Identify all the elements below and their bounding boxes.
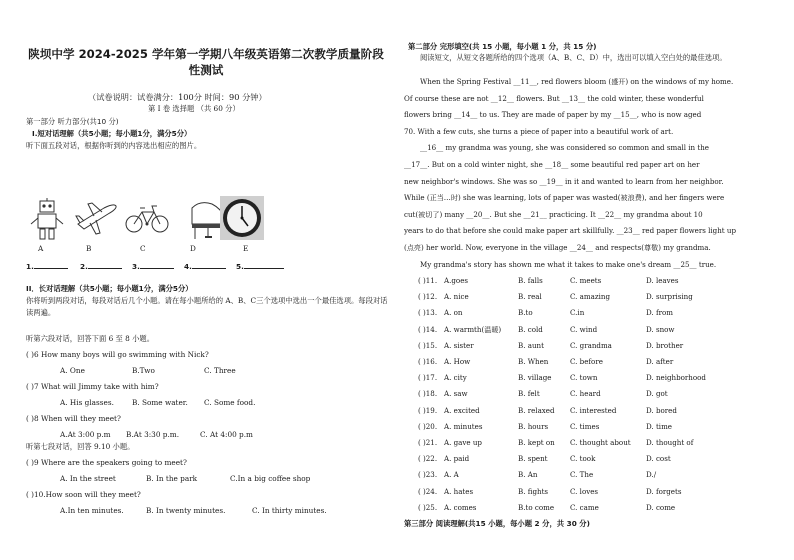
option-a[interactable]: A. How (444, 357, 471, 366)
q7-option-a[interactable]: A. His glasses. (60, 398, 114, 407)
option-a[interactable]: A. hates (444, 486, 474, 496)
option-c[interactable]: C. wind (570, 324, 598, 334)
exam-info: （试卷说明：试卷满分：100分 时间：90 分钟） (88, 92, 267, 102)
option-c[interactable]: C. grandma (570, 340, 612, 350)
option-d[interactable]: D. come (646, 502, 676, 512)
wall-clock-icon (220, 196, 264, 240)
cloze-option-row (418, 341, 768, 351)
option-b[interactable]: B.to (518, 308, 533, 318)
q8-option-b[interactable]: B.At 3:30 p.m. (126, 430, 180, 439)
q7-option-c[interactable]: C. Some food. (204, 398, 256, 407)
question-number: ( )21. (418, 438, 438, 447)
q9-option-a[interactable]: A. In the street (60, 474, 116, 483)
option-c[interactable]: C. thought about (570, 438, 631, 447)
option-a[interactable]: A. comes (444, 502, 477, 512)
option-c[interactable]: C. town (570, 373, 598, 383)
section1-instruction: 听下面五段对话，根据你听到的内容选出相应的图片。 (26, 141, 202, 150)
cloze-option-row (418, 503, 768, 513)
option-d[interactable]: D. brother (646, 340, 684, 350)
option-b[interactable]: B. spent (518, 454, 548, 464)
option-b[interactable]: B. hours (518, 421, 549, 431)
exam-title: 陕坝中学 2024-2025 学年第一学期八年级英语第二次教学质量阶段 性测试 (28, 47, 384, 77)
cloze-option-row (418, 406, 768, 416)
q9-option-b[interactable]: B. In the park (146, 474, 198, 483)
passage-line: years to do that before she could make paper art skillfully. __23__ red paper flowers light up (404, 226, 737, 236)
option-a[interactable]: A. on (444, 308, 463, 318)
right-column (404, 0, 770, 560)
left-column (26, 0, 396, 560)
part2-heading: 第二部分 完形填空(共 15 小题，每小题 1 分，共 15 分) (408, 42, 597, 51)
option-a[interactable]: A. minutes (444, 421, 483, 431)
option-a[interactable]: A. A (444, 470, 459, 480)
answer-blank-1[interactable]: 1. (26, 260, 68, 271)
part3-heading: 第三部分 阅读理解(共15 小题，每小题 2 分，共 30 分) (404, 519, 590, 528)
bicycle-icon (124, 198, 170, 236)
option-a[interactable]: A. nice (444, 292, 469, 302)
q7-option-b[interactable]: B. Some water. (132, 398, 188, 407)
option-d[interactable]: D. leaves (646, 276, 679, 285)
question-number: ( )13. (418, 308, 438, 318)
q6-option-c[interactable]: C. Three (204, 366, 236, 375)
question-7: ( )7 What will Jimmy take with him? (26, 382, 159, 391)
question-number: ( )20. (418, 421, 438, 431)
passage-line: new neighbor's windows. She was so __19__ in it and wanted to learn from her neighbor. (404, 176, 724, 186)
answer-blank-2[interactable]: 2. (80, 260, 122, 271)
airplane-icon (74, 198, 120, 238)
cloze-option-row (418, 308, 768, 318)
pic-label-a: A (38, 244, 44, 253)
option-b[interactable]: B. aunt (518, 340, 544, 350)
option-d[interactable]: D. from (646, 308, 673, 318)
option-d[interactable]: D. bored (646, 405, 677, 415)
question-9: ( )9 Where are the speakers going to meet? (26, 458, 187, 467)
q9-option-c[interactable]: C.In a big coffee shop (230, 474, 311, 483)
dialogue7-heading: 听第七段对话，回答 9.10 小题。 (26, 442, 135, 451)
option-b[interactable]: B.to come (518, 502, 555, 512)
question-6: ( )6 How many boys will go swimming with Nick? (26, 350, 209, 359)
question-number: ( )11. (418, 276, 438, 285)
option-d[interactable]: D. time (646, 421, 672, 431)
passage-line: __17__. But on a cold winter night, she __18__ some beautiful red paper art on her (404, 160, 700, 169)
question-number: ( )14. (418, 324, 438, 334)
question-number: ( )18. (418, 389, 438, 399)
section2-instruction: 你将听到两段对话，每段对话后几个小题。请在每小题所给的 A、B、C三个选项中选出一个最佳选项。每段对话读两遍。 (26, 296, 388, 317)
question-number: ( )24. (418, 486, 438, 496)
option-c[interactable]: C. The (570, 470, 594, 480)
option-b[interactable]: B. An (518, 470, 538, 480)
cloze-option-row (418, 373, 768, 383)
cloze-option-row (418, 357, 768, 367)
option-c[interactable]: C. amazing (570, 292, 610, 302)
question-number: ( )25. (418, 502, 438, 512)
answer-blank-3[interactable]: 3. (132, 260, 174, 271)
dialogue6-heading: 听第六段对话，回答下面 6 至 8 小题。 (26, 334, 155, 343)
pic-label-b: B (86, 244, 92, 253)
option-b[interactable]: B. village (518, 373, 552, 383)
option-d[interactable]: D. surprising (646, 292, 693, 302)
cloze-option-row (418, 454, 768, 464)
cloze-option-row (418, 438, 768, 448)
option-d[interactable]: D. cost (646, 454, 671, 464)
passage-line: My grandma's story has shown me what it takes to make one's dream __25__ true. (420, 259, 717, 269)
option-d[interactable]: D. forgets (646, 486, 682, 496)
q10-option-a[interactable]: A.In ten minutes. (60, 506, 124, 515)
cloze-option-row (418, 422, 768, 432)
question-8: ( )8 When will they meet? (26, 414, 121, 423)
option-b[interactable]: B. real (518, 292, 542, 302)
q8-option-c[interactable]: C. At 4:00 p.m (200, 430, 253, 439)
option-b[interactable]: B. relaxed (518, 405, 555, 415)
robot-icon (30, 198, 64, 242)
q10-option-c[interactable]: C. In thirty minutes. (252, 506, 327, 515)
option-c[interactable]: C. times (570, 421, 600, 431)
question-number: ( )23. (418, 470, 438, 480)
option-a[interactable]: A. paid (444, 454, 470, 464)
q6-option-b[interactable]: B.Two (132, 366, 155, 375)
option-c[interactable]: C. interested (570, 405, 617, 415)
passage-line: Of course these are not __12__ flowers. But __13__ the cold winter, these wonderful (404, 93, 704, 103)
passage-line: (点亮) her world. Now, everyone in the village __24__ and respects(尊敬) my grandma. (404, 243, 711, 252)
option-c[interactable]: C. before (570, 357, 603, 366)
passage-line: When the Spring Festival __11__, red flowers bloom (盛开) on the windows of my home. (420, 77, 734, 86)
section1-title: Ⅰ.短对话理解（共5小题；每小题1分，满分5分） (32, 129, 192, 138)
passage-line: __16__ my grandma was young, she was considered so common and small in the (420, 143, 709, 153)
section2-title: II．长对话理解（共5小题；每小题1分，满分5分） (26, 284, 193, 293)
cloze-option-row (418, 292, 768, 302)
cloze-option-row (418, 325, 768, 335)
option-c[interactable]: C.in (570, 308, 585, 318)
option-b[interactable]: B. falls (518, 276, 543, 285)
question-number: ( )22. (418, 454, 438, 464)
part1-heading: 第一部分 听力部分(共10 分) (26, 117, 119, 126)
q6-option-a[interactable]: A. One (60, 366, 85, 375)
pic-label-c: C (140, 244, 146, 253)
passage-line: 70. With a few cuts, she turns a piece of paper into a beautiful work of art. (404, 126, 674, 136)
option-b[interactable]: B. fights (518, 486, 549, 496)
cloze-option-row (418, 470, 768, 480)
question-number: ( )19. (418, 405, 438, 415)
question-number: ( )15. (418, 340, 438, 350)
part2-instruction: 阅读短文，从短文各题所给的四个选项（A、B、C、D）中，选出可以填入空白处的最佳选项。 (420, 53, 727, 62)
option-a[interactable]: A. saw (444, 389, 468, 399)
option-b[interactable]: B. felt (518, 389, 540, 399)
question-number: ( )12. (418, 292, 438, 302)
option-a[interactable]: A.goes (444, 276, 469, 285)
passage-line: flowers bring __14__ to us. They are made of paper by my __15__, who is now aged (404, 110, 702, 120)
option-b[interactable]: B. cold (518, 324, 543, 334)
answer-blank-4[interactable]: 4. (184, 260, 226, 271)
option-c[interactable]: C. meets (570, 276, 602, 285)
cloze-option-row (418, 487, 768, 497)
option-d[interactable]: D. thought of (646, 438, 694, 447)
option-a[interactable]: A. gave up (444, 438, 482, 447)
option-d[interactable]: D. snow (646, 324, 675, 334)
option-c[interactable]: C. came (570, 502, 599, 512)
option-d[interactable]: D. neighborhood (646, 373, 706, 383)
option-c[interactable]: C. took (570, 454, 596, 464)
option-c[interactable]: C. loves (570, 486, 599, 496)
pic-label-d: D (190, 244, 196, 253)
question-10: ( )10.How soon will they meet? (26, 490, 141, 499)
option-a[interactable]: A. warmth(温暖) (444, 324, 502, 334)
volume-heading: 第 I 卷 选择题 （共 60 分） (148, 104, 240, 113)
q10-option-b[interactable]: B. In twenty minutes. (146, 506, 226, 515)
option-c[interactable]: C. heard (570, 389, 601, 399)
option-d[interactable]: D./ (646, 470, 657, 480)
option-b[interactable]: B. When (518, 357, 549, 366)
pic-label-e: E (243, 244, 249, 253)
question-number: ( )16. (418, 357, 438, 366)
option-a[interactable]: A. sister (444, 340, 474, 350)
passage-line: cut(被切了) many __20__. But she __21__ practicing. It __22__ my grandma about 10 (404, 209, 703, 219)
option-a[interactable]: A. city (444, 373, 467, 383)
answer-blank-5[interactable]: 5. (236, 260, 284, 271)
option-d[interactable]: D. got (646, 389, 668, 399)
option-d[interactable]: D. after (646, 357, 674, 366)
option-b[interactable]: B. kept on (518, 438, 555, 447)
cloze-option-row (418, 389, 768, 399)
passage-line: While (正当…时) she was learning, lots of paper was wasted(被浪费), and her fingers were (404, 193, 725, 203)
cloze-option-row (418, 276, 768, 286)
q8-option-a[interactable]: A.At 3:00 p.m (60, 430, 111, 439)
question-number: ( )17. (418, 373, 438, 383)
option-a[interactable]: A. excited (444, 405, 480, 415)
